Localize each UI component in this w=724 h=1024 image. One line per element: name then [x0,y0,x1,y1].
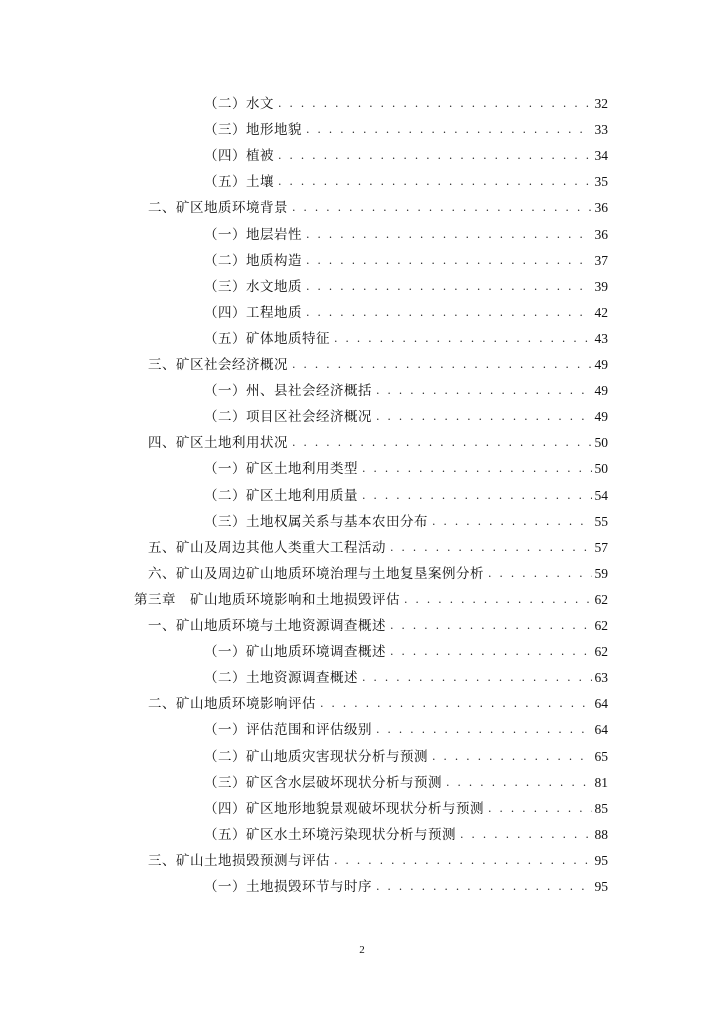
toc-entry-page: 88 [594,826,608,842]
toc-entry-title: 二、矿区地质环境背景 [148,200,288,217]
toc-entry-page: 64 [594,696,608,712]
toc-entry-title: 四、矿区土地利用状况 [148,435,288,452]
toc-entry[interactable] [148,198,608,218]
toc-entry-title: （三）土地权属关系与基本农田分布 [204,513,428,530]
toc-entry-title: （三）地形地貌 [204,122,302,139]
toc-entry-page: 55 [594,513,608,529]
toc-entry-page: 59 [594,565,608,581]
dot-leader [306,303,592,323]
page-number: 2 [359,944,365,956]
dot-leader [320,694,592,714]
toc-entry[interactable] [204,120,608,140]
toc-entry[interactable] [204,773,608,793]
dot-leader [362,486,592,506]
dot-leader [292,433,592,453]
toc-entry-title: （二）土地资源调查概述 [204,670,358,687]
toc-entry-title: （四）矿区地形地貌景观破坏现状分析与预测 [204,800,484,817]
toc-entry-title: （五）矿体地质特征 [204,330,330,347]
toc-entry-page: 36 [594,200,608,216]
toc-entry-title: （四）工程地质 [204,304,302,321]
toc-entry[interactable] [204,747,608,767]
toc-entry-page: 62 [594,618,608,633]
toc-entry[interactable] [204,459,608,479]
dot-leader [306,120,592,140]
dot-leader [362,459,592,479]
toc-entry[interactable] [204,512,608,532]
toc-entry-page: 36 [594,226,608,242]
toc-entry[interactable] [204,720,608,740]
dot-leader [334,851,592,871]
dot-leader [432,747,592,767]
toc-entry[interactable] [204,225,608,245]
toc-entry-title: 第三章 矿山地质环境影响和土地损毁评估 [134,591,400,608]
dot-leader [390,642,592,662]
toc-entry[interactable] [204,329,608,349]
toc-entry-title: （一）地层岩性 [204,226,302,243]
dot-leader [362,668,592,688]
toc-entry-page: 63 [594,670,608,686]
toc-entry-page: 39 [594,278,608,294]
toc-entry[interactable] [148,355,608,375]
toc-entry[interactable] [148,694,608,714]
toc-entry-page: 64 [594,722,608,738]
toc-entry-page: 57 [594,539,608,555]
toc-entry[interactable] [204,94,608,114]
toc-entry-title: （一）矿区土地利用类型 [204,461,358,478]
toc-entry-title: （一）矿山地质环境调查概述 [204,644,386,661]
toc-entry-title: （三）水文地质 [204,278,302,295]
toc-entry-title: 六、矿山及周边矿山地质环境治理与土地复垦案例分析 [148,565,484,582]
toc-entry-page: 49 [594,357,608,372]
toc-entry-title: （二）矿山地质灾害现状分析与预测 [204,748,428,765]
dot-leader [404,590,592,610]
toc-entry-title: （一）评估范围和评估级别 [204,722,372,739]
dot-leader [460,825,592,845]
toc-entry-title: （二）项目区社会经济概况 [204,409,372,426]
toc-entry-title: （五）土壤 [204,174,274,191]
dot-leader [292,198,592,218]
dot-leader [488,799,592,819]
toc-entry[interactable] [204,799,608,819]
toc-entry-page: 43 [594,330,608,346]
toc-entry-page: 42 [594,304,608,320]
dot-leader [278,172,592,192]
dot-leader [278,94,592,114]
dot-leader [306,277,592,297]
toc-entry-title: （一）土地损毁环节与时序 [204,879,372,895]
toc-entry-title: （二）水文 [204,96,274,112]
toc-entry-page: 62 [594,591,608,607]
dot-leader [376,720,592,740]
toc-entry[interactable] [134,590,608,610]
toc-entry[interactable] [204,381,608,401]
toc-entry-title: 五、矿山及周边其他人类重大工程活动 [148,539,386,556]
toc-entry-title: （二）矿区土地利用质量 [204,487,358,504]
toc-entry[interactable] [204,303,608,323]
dot-leader [306,251,592,271]
toc-entry-page: 95 [594,879,608,894]
toc-entry[interactable] [148,616,608,636]
toc-entry-page: 62 [594,644,608,660]
toc-entry[interactable] [148,564,608,584]
toc-entry[interactable] [148,433,608,453]
toc-entry-page: 37 [594,252,608,268]
toc-entry-page: 81 [594,774,608,790]
dot-leader [306,225,592,245]
toc-entry-page: 34 [594,148,608,164]
toc-entry-title: 二、矿山地质环境影响评估 [148,696,316,713]
toc-entry-title: （三）矿区含水层破坏现状分析与预测 [204,774,442,791]
toc-entry-title: （五）矿区水土环境污染现状分析与预测 [204,826,456,843]
toc-entry-page: 33 [594,122,608,138]
dot-leader [488,564,592,584]
toc-entry[interactable] [204,146,608,166]
toc-entry-page: 49 [594,409,608,425]
toc-entry-page: 49 [594,383,608,399]
toc-entry[interactable] [204,642,608,662]
toc-entry[interactable] [204,877,608,897]
toc-entry-page: 50 [594,435,608,451]
toc-entry-title: （二）地质构造 [204,252,302,269]
dot-leader [376,877,592,897]
toc-entry-title: 一、矿山地质环境与土地资源调查概述 [148,618,386,634]
dot-leader [278,146,592,166]
toc-entry-title: 三、矿区社会经济概况 [148,357,288,373]
toc-entry[interactable] [204,486,608,506]
dot-leader [292,355,592,375]
toc-entry[interactable] [204,251,608,271]
toc-entry-title: （四）植被 [204,148,274,165]
toc-entry-title: （一）州、县社会经济概括 [204,383,372,400]
dot-leader [390,616,592,636]
toc-entry[interactable] [204,277,608,297]
dot-leader [446,773,592,793]
toc-entry-page: 85 [594,800,608,816]
toc-entry-page: 50 [594,461,608,477]
dot-leader [376,407,592,427]
toc-entry-title: 三、矿山土地损毁预测与评估 [148,852,330,869]
toc-entry[interactable] [204,825,608,845]
dot-leader [390,538,592,558]
toc-entry[interactable] [204,668,608,688]
toc-entry-page: 54 [594,487,608,503]
toc-entry-page: 35 [594,174,608,190]
toc-entry[interactable] [204,172,608,192]
dot-leader [376,381,592,401]
dot-leader [334,329,592,349]
dot-leader [432,512,592,532]
toc-entry[interactable] [148,851,608,871]
toc-entry[interactable] [148,538,608,558]
toc-entry[interactable] [204,407,608,427]
toc-entry-page: 65 [594,748,608,764]
toc-entry-page: 95 [594,852,608,868]
toc-entry-page: 32 [594,96,608,111]
